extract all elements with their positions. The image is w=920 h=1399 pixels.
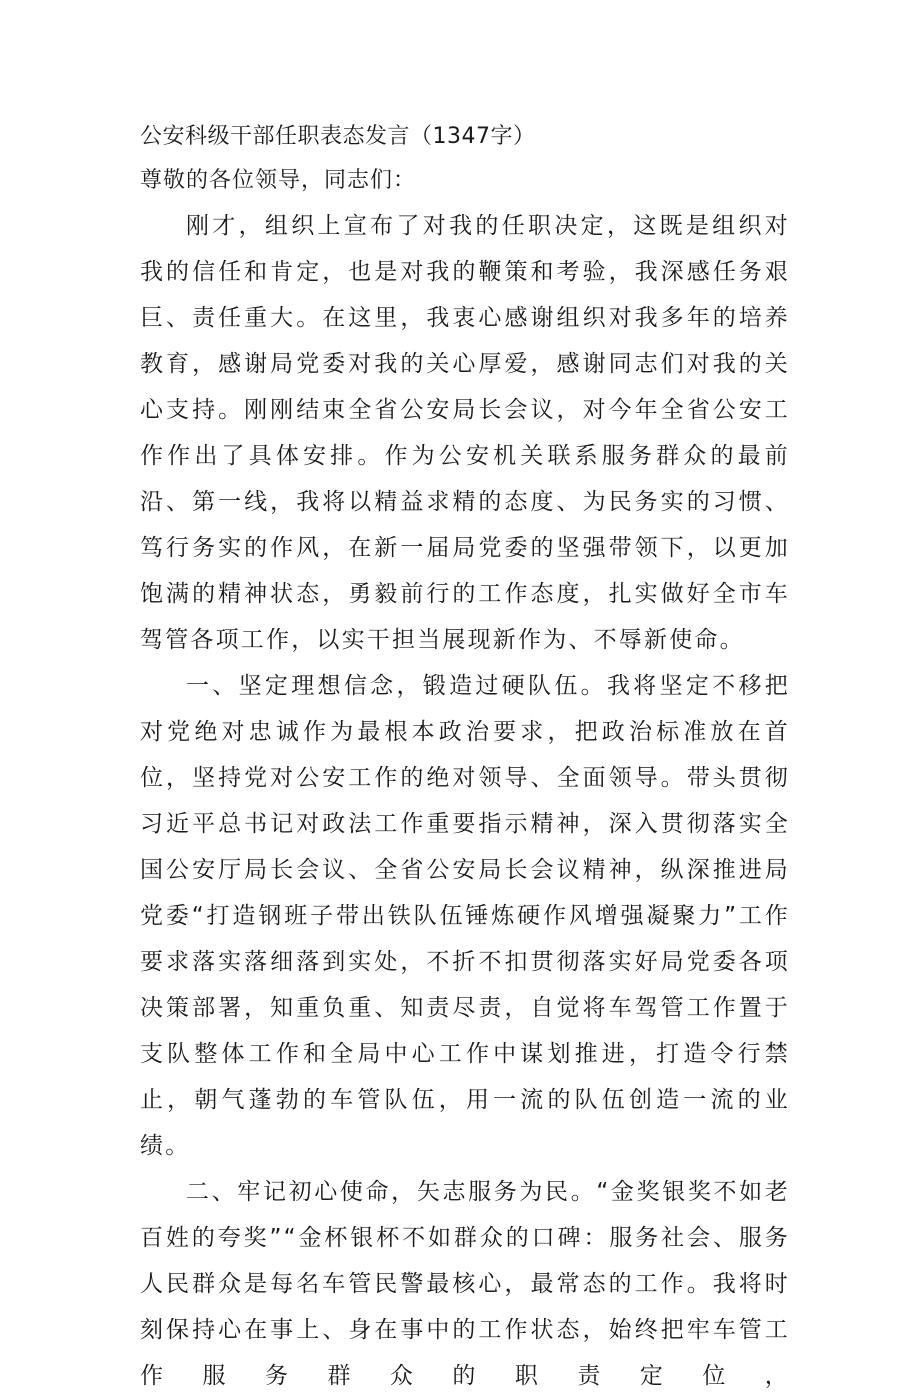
document-title: 公安科级干部任职表态发言（1347字） xyxy=(140,124,536,149)
paragraph-intro: 刚才，组织上宣布了对我的任职决定，这既是组织对我的信任和肯定，也是对我的鞭策和考验，我深感任务艰巨、责任重大。在这里，我衷心感谢组织对我多年的培养教育，感谢局党委对我的关心厚爱，感谢同志们对我的关心支持。刚刚结束全省公安局长会议，对今年全省公安工作作出了具体安排。作为公安机关联系服务群众的最前沿、第一线，我将以精益求精的态度、为民务实的习惯、笃行务实的作风，在新一届局党委的坚强带领下，以更加饱满的精神状态，勇毅前行的工作态度，扎实做好全市车驾管各项工作，以实干担当展现新作为、不辱新使命。 xyxy=(140,213,790,653)
paragraph-section-two: 二、牢记初心使命，矢志服务为民。“金奖银奖不如老百姓的夸奖”“金杯银杯不如群众的口碑：服务社会、服务人民群众是每名车管民警最核心，最常态的工作。我将时刻保持心在事上、身在事中的工作状态，始终把牢车管工作服务群众的职责定位， xyxy=(140,1179,790,1389)
document-body xyxy=(140,203,790,1399)
salutation: 尊敬的各位领导，同志们： xyxy=(140,168,417,193)
paragraph-section-one: 一、坚定理想信念，锻造过硬队伍。我将坚定不移把对党绝对忠诚作为最根本政治要求，把政治标准放在首位，坚持党对公安工作的绝对领导、全面领导。带头贯彻习近平总书记对政法工作重要指示精神，深入贯彻落实全国公安厅局长会议、全省公安局长会议精神，纵深推进局党委“打造钢班子带出铁队伍锤炼硬作风增强凝聚力”工作要求落实落细落到实处，不折不扣贯彻落实好局党委各项决策部署，知重负重、知责尽责，自觉将车驾管工作置于支队整体工作和全局中心工作中谋划推进，打造令行禁止，朝气蓬勃的车管队伍，用一流的队伍创造一流的业绩。 xyxy=(140,673,790,1159)
